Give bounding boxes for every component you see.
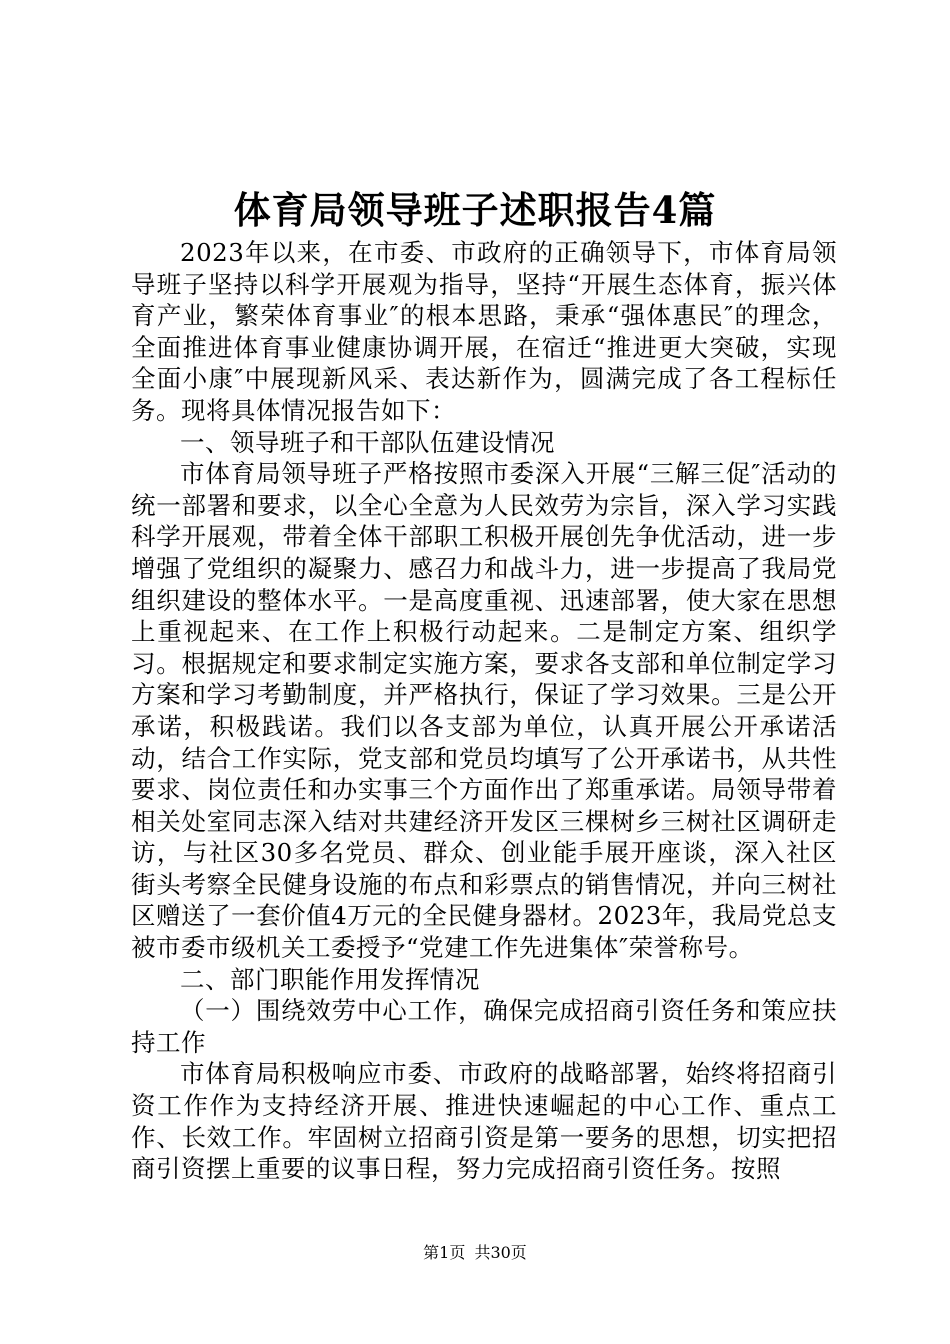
document-body <box>131 237 837 1185</box>
section-heading-2: 二、部门职能作用发挥情况 <box>180 964 480 994</box>
paragraph-section-2-1: 市体育局积极响应市委、市政府的战略部署，始终将招商引资工作作为支持经济开展、推进快速崛起的中心工作、重点工作、长效工作。牢固树立招商引资是第一要务的思想，切实把招商引资摆上重要的议事日程，努力完成招商引资任务。按照 <box>131 1059 837 1184</box>
paragraph-intro: 2023年以来，在市委、市政府的正确领导下，市体育局领导班子坚持以科学开展观为指导，坚持“开展生态体育，振兴体育产业，繁荣体育事业″的根本思路，秉承“强体惠民″的理念，全面推进体育事业健康协调开展，在宿迁“推进更大突破，实现全面小康″中展现新风采、表达新作为，圆满完成了各工程标任务。现将具体情况报告如下： <box>131 238 837 425</box>
document-title: 体育局领导班子述职报告4篇 <box>233 188 717 232</box>
subsection-heading-2-1: （一）围绕效劳中心工作，确保完成招商引资任务和策应扶持工作 <box>131 996 837 1057</box>
section-heading-1: 一、领导班子和干部队伍建设情况 <box>180 427 555 457</box>
paragraph-section-1: 市体育局领导班子严格按照市委深入开展“三解三促″活动的统一部署和要求，以全心全意为人民效劳为宗旨，深入学习实践科学开展观，带着全体干部职工积极开展创先争优活动，进一步增强了党组织的凝聚力、感召力和战斗力，进一步提高了我局党组织建设的整体水平。一是高度重视、迅速部署，使大家在思想上重视起来、在工作上积极行动起来。二是制定方案、组织学习。根据规定和要求制定实施方案，要求各支部和单位制定学习方案和学习考勤制度，并严格执行，保证了学习效果。三是公开承诺，积极践诺。我们以各支部为单位，认真开展公开承诺活动，结合工作实际，党支部和党员均填写了公开承诺书，从共性要求、岗位责任和办实事三个方面作出了郑重承诺。局领导带着相关处室同志深入结对共建经济开发区三棵树乡三树社区调研走访，与社区30多名党员、群众、创业能手展开座谈，深入社区街头考察全民健身设施的布点和彩票点的销售情况，并向三树社区赠送了一套价值4万元的全民健身器材。2023年，我局党总支被市委市级机关工委授予“党建工作先进集体″荣誉称号。 <box>131 459 837 963</box>
page-footer: 第1页 共30页 <box>423 1243 527 1262</box>
